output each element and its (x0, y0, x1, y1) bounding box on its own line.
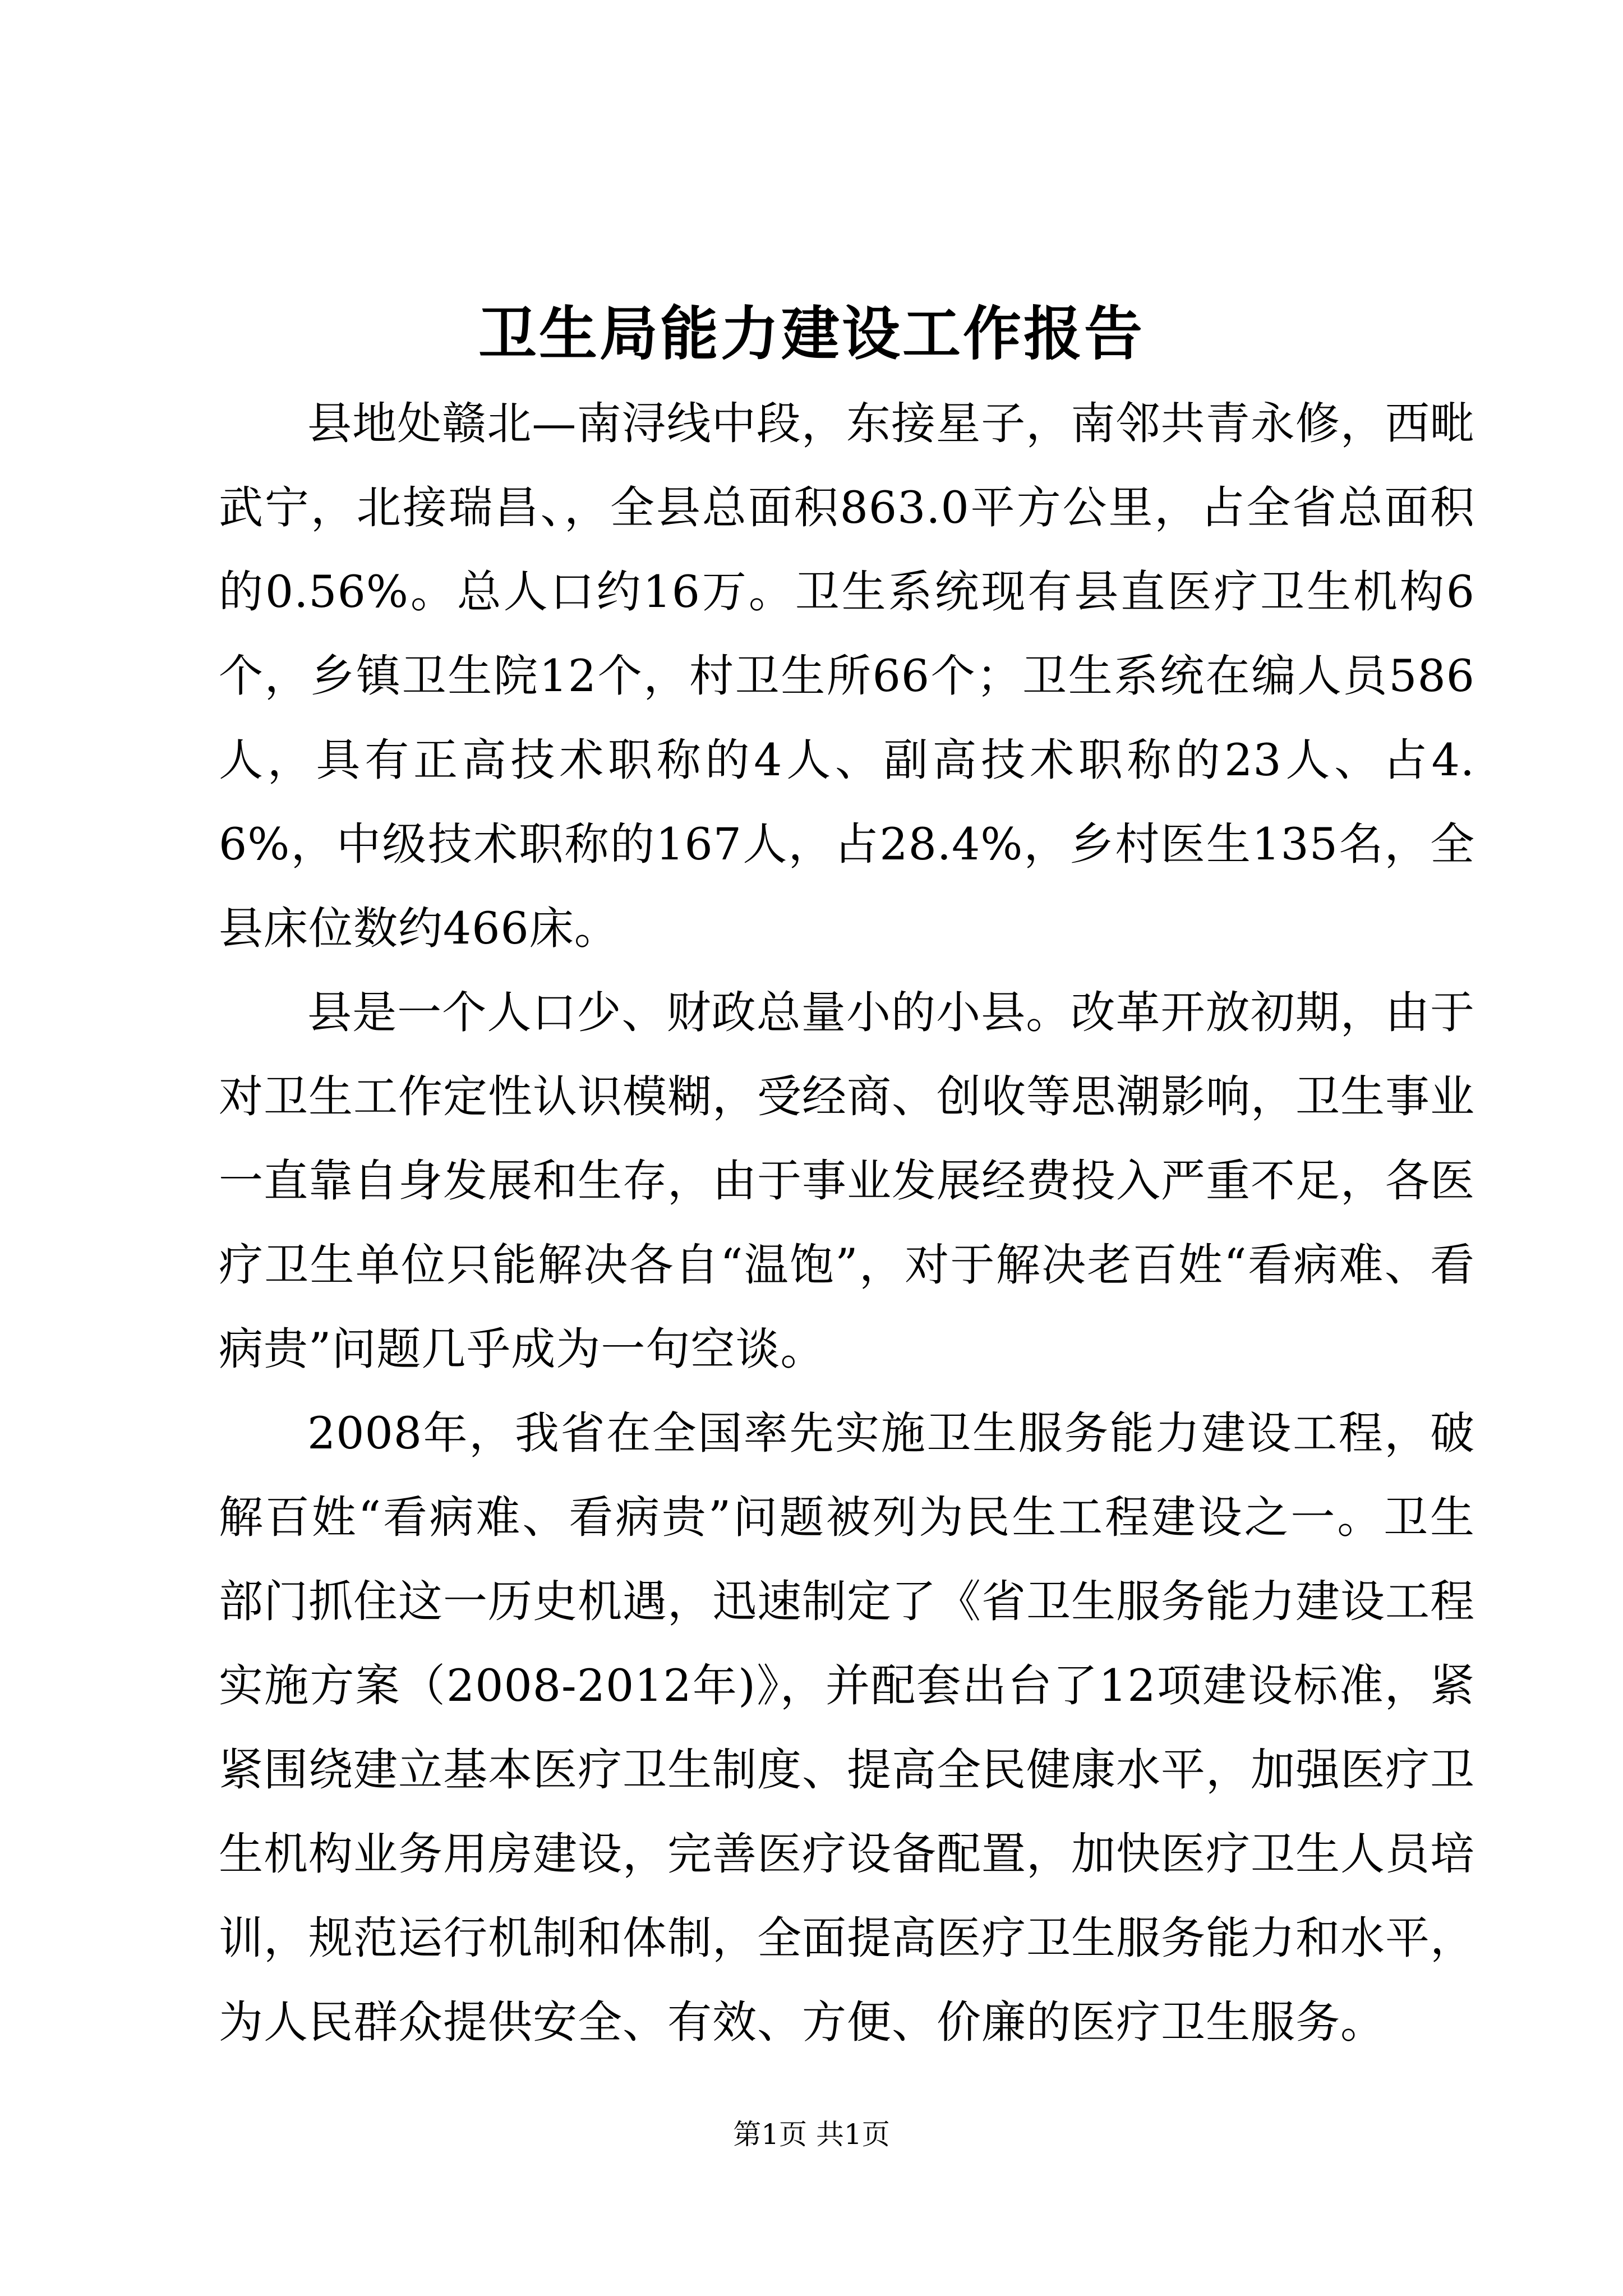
paragraph-background: 县是一个人口少、财政总量小的小县。改革开放初期，由于对卫生工作定性认识模糊，受经商、创收等思潮影响，卫生事业一直靠自身发展和生存，由于事业发展经费投入严重不足，各医疗卫生单位只能解决各自“温饱”，对于解决老百姓“看病难、看病贵”问题几乎成为一句空谈。 (219, 987, 1475, 1375)
paragraph-overview: 县地处赣北—南浔线中段，东接星子，南邻共青永修，西毗武宁，北接瑞昌、，全县总面积863.0平方公里，占全省总面积的0.56%。总人口约16万。卫生系统现有县直医疗卫生机构6个，乡镇卫生院12个，村卫生所66个；卫生系统在编人员586人，具有正高技术职称的4人、副高技术职称的23人、占4.6%，中级技术职称的167人，占28.4%，乡村医生135名，全县床位数约466床。 (219, 398, 1475, 954)
document-body (219, 381, 1475, 2064)
paragraph-initiative: 2008年，我省在全国率先实施卫生服务能力建设工程，破解百姓“看病难、看病贵”问题被列为民生工程建设之一。卫生部门抓住这一历史机遇，迅速制定了《省卫生服务能力建设工程实施方案（2008-2012年)》，并配套出台了12项建设标准，紧紧围绕建立基本医疗卫生制度、提高全民健康水平，加强医疗卫生机构业务用房建设，完善医疗设备配置，加快医疗卫生人员培训，规范运行机制和体制，全面提高医疗卫生服务能力和水平，为人民群众提供安全、有效、方便、价廉的医疗卫生服务。 (219, 1407, 1475, 2048)
page-number-footer: 第1页 共1页 (733, 2118, 890, 2151)
document-title: 卫生局能力建设工作报告 (478, 299, 1145, 368)
